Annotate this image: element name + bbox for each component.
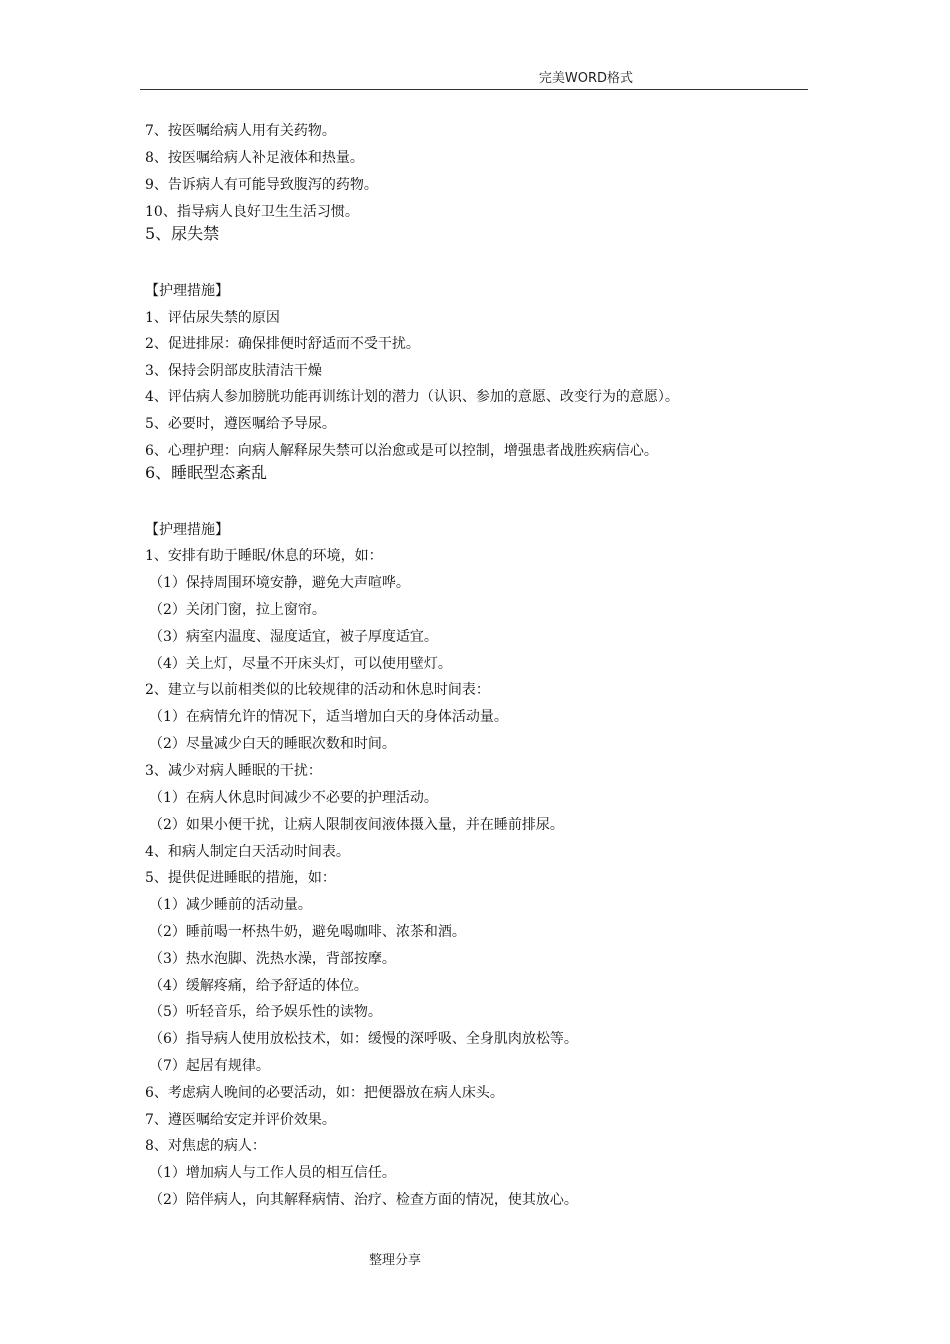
- list-item: 4、评估病人参加膀胱功能再训练计划的潜力（认识、参加的意愿、改变行为的意愿）。: [145, 389, 679, 405]
- list-item: （4）缓解疼痛，给予舒适的体位。: [149, 978, 368, 994]
- list-item: 2、建立与以前相类似的比较规律的活动和休息时间表：: [145, 682, 490, 698]
- list-item: （7）起居有规律。: [149, 1058, 270, 1074]
- list-item: （2）尽量减少白天的睡眠次数和时间。: [149, 736, 396, 752]
- header-title: 完美WORD格式: [538, 71, 633, 86]
- list-item: 7、按医嘱给病人用有关药物。: [145, 123, 336, 139]
- list-item: （3）热水泡脚、洗热水澡，背部按摩。: [149, 951, 396, 967]
- list-item: （3）病室内温度、湿度适宜，被子厚度适宜。: [149, 629, 438, 645]
- list-item: （2）陪伴病人，向其解释病情、治疗、检查方面的情况，使其放心。: [149, 1192, 578, 1208]
- list-item: 3、减少对病人睡眠的干扰：: [145, 763, 322, 779]
- list-item: 6、心理护理：向病人解释尿失禁可以治愈或是可以控制，增强患者战胜疾病信心。: [145, 443, 658, 459]
- list-item: （4）关上灯，尽量不开床头灯，可以使用壁灯。: [149, 656, 452, 672]
- section-heading: 5、尿失禁: [145, 224, 220, 243]
- list-item: （1）减少睡前的活动量。: [149, 897, 312, 913]
- list-item: （1）增加病人与工作人员的相互信任。: [149, 1165, 396, 1181]
- list-item: （1）保持周围环境安静，避免大声喧哗。: [149, 575, 410, 591]
- list-item: 5、提供促进睡眠的措施，如：: [145, 870, 336, 886]
- list-item: 7、遵医嘱给安定并评价效果。: [145, 1112, 336, 1128]
- list-item: 3、保持会阴部皮肤清洁干燥: [145, 363, 322, 379]
- list-item: 10、指导病人良好卫生生活习惯。: [145, 204, 359, 220]
- list-item: （6）指导病人使用放松技术，如：缓慢的深呼吸、全身肌肉放松等。: [149, 1031, 578, 1047]
- subsection-heading: 【护理措施】: [145, 522, 229, 538]
- list-item: 8、按医嘱给病人补足液体和热量。: [145, 150, 364, 166]
- subsection-heading: 【护理措施】: [145, 283, 229, 299]
- list-item: 4、和病人制定白天活动时间表。: [145, 844, 350, 860]
- list-item: （5）听轻音乐，给予娱乐性的读物。: [149, 1004, 382, 1020]
- list-item: 2、促进排尿：确保排便时舒适而不受干扰。: [145, 336, 420, 352]
- list-item: （2）关闭门窗，拉上窗帘。: [149, 602, 326, 618]
- list-item: （1）在病人休息时间减少不必要的护理活动。: [149, 790, 438, 806]
- list-item: （2）如果小便干扰，让病人限制夜间液体摄入量，并在睡前排尿。: [149, 817, 564, 833]
- list-item: 1、安排有助于睡眠/休息的环境，如：: [145, 548, 383, 564]
- list-item: （2）睡前喝一杯热牛奶，避免喝咖啡、浓茶和酒。: [149, 924, 466, 940]
- list-item: 5、必要时，遵医嘱给予导尿。: [145, 416, 336, 432]
- list-item: 9、告诉病人有可能导致腹泻的药物。: [145, 177, 378, 193]
- page-header: [140, 70, 808, 90]
- list-item: 6、考虑病人晚间的必要活动，如：把便器放在病人床头。: [145, 1085, 504, 1101]
- list-item: （1）在病情允许的情况下，适当增加白天的身体活动量。: [149, 709, 508, 725]
- list-item: 1、评估尿失禁的原因: [145, 310, 280, 326]
- page-footer: 整理分享: [368, 1253, 421, 1268]
- section-heading: 6、睡眠型态紊乱: [145, 463, 268, 482]
- list-item: 8、对焦虑的病人：: [145, 1138, 266, 1154]
